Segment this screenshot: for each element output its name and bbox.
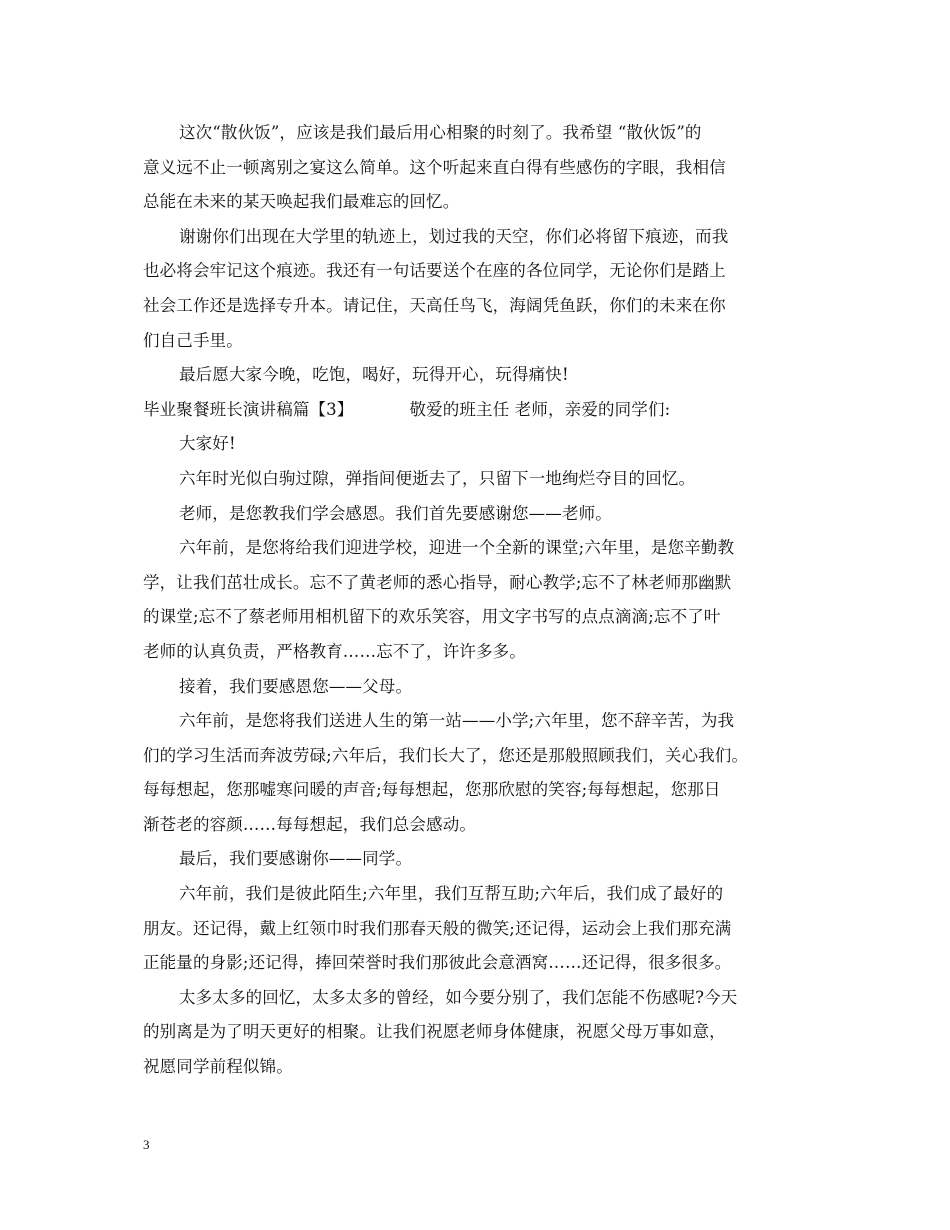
text-line: 们的学习生活而奔波劳碌;六年后，我们长大了，您还是那般照顾我们，关心我们。 [143,745,749,765]
text-line: 六年前，是您将我们送进人生的第一站——小学;六年里，您不辞辛苦，为我 [179,711,735,731]
text-line: 社会工作还是选择专升本。请记住，天高任鸟飞，海阔凭鱼跃，你们的未来在你 [143,295,726,315]
document-body [143,116,815,1085]
text-line: 朋友。还记得，戴上红领巾时我们那春天般的微笑;还记得，运动会上我们那充满 [143,918,732,938]
text-line: 最后，我们要感谢你——同学。 [179,849,413,869]
text-line: 太多太多的回忆，太多太多的曾经，如今要分别了，我们怎能不伤感呢?今天 [179,987,738,1007]
page-number: 3 [143,1137,150,1152]
text-line: 老师的认真负责，严格教育……忘不了，许许多多。 [143,641,526,661]
text-line: 的别离是为了明天更好的相聚。让我们祝愿老师身体健康，祝愿父母万事如意， [143,1022,726,1042]
text-line: 六年前，我们是彼此陌生;六年里，我们互帮互助;六年后，我们成了最好的 [179,884,724,904]
text-line: 每每想起，您那嘘寒问暖的声音;每每想起，您那欣慰的笑容;每每想起，您那日 [143,780,721,800]
text-line: 接着，我们要感恩您——父母。 [179,676,413,696]
text-line: 总能在未来的某天唤起我们最难忘的回忆。 [143,192,460,212]
text-line: 渐苍老的容颜……每每想起，我们总会感动。 [143,814,476,834]
text-line: 谢谢你们出现在大学里的轨迹上，划过我的天空，你们必将留下痕迹，而我 [179,226,729,246]
speech-part-two-ending [143,116,815,393]
text-line: 们自己手里。 [143,330,243,350]
text-line: 正能量的身影;还记得，捧回荣誉时我们那彼此会意酒窝……还记得，很多很多。 [143,953,732,973]
text-line: 老师，是您教我们学会感恩。我们首先要感谢您——老师。 [179,503,612,523]
speech-part-three [143,427,815,1084]
text-line: 的课堂;忘不了蔡老师用相机留下的欢乐笑容，用文字书写的点点滴滴;忘不了叶 [143,607,721,627]
section-heading: 毕业聚餐班长演讲稿篇【3】 [143,399,354,419]
text-line: 大家好! [179,434,236,454]
text-line: 这次“散伙饭”，应该是我们最后用心相聚的时刻了。我希望 “散伙饭”的 [179,123,702,142]
section-heading-line [143,393,815,428]
text-line: 六年前，是您将给我们迎进学校，迎进一个全新的课堂;六年里，是您辛勤教 [179,538,735,558]
text-line: 祝愿同学前程似锦。 [143,1057,293,1077]
text-line: 也必将会牢记这个痕迹。我还有一句话要送个在座的各位同学，无论你们是踏上 [143,261,726,281]
text-line: 最后愿大家今晚，吃饱，喝好，玩得开心，玩得痛快! [179,365,569,385]
text-line: 学，让我们茁壮成长。忘不了黄老师的悉心指导，耐心教学;忘不了林老师那幽默 [143,572,732,592]
text-line: 六年时光似白驹过隙，弹指间便逝去了，只留下一地绚烂夺目的回忆。 [179,468,696,488]
text-line: 意义远不止一顿离别之宴这么简单。这个听起来直白得有些感伤的字眼，我相信 [143,157,726,177]
salutation: 敬爱的班主任 老师，亲爱的同学们: [409,399,671,419]
